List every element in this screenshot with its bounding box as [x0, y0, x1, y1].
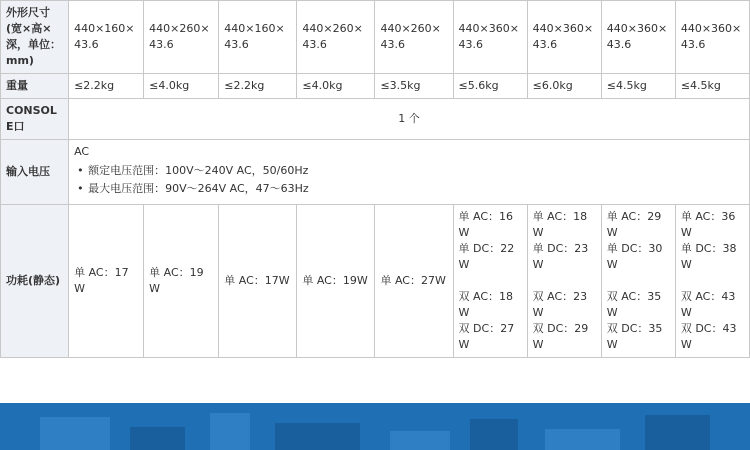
table-cell: 440×260×43.6	[144, 1, 219, 74]
list-item: • 额定电压范围：100V～240V AC，50/60Hz	[88, 163, 744, 179]
table-cell: 440×360×43.6	[675, 1, 749, 74]
table-cell: 单 AC：18W 单 DC：23W 双 AC：23W 双 DC：29W	[527, 205, 601, 357]
row-label-input-voltage: 输入电压	[1, 139, 69, 205]
footer-banner	[0, 405, 750, 450]
table-cell-input-voltage	[69, 139, 750, 205]
table-cell: 单 AC：27W	[375, 205, 453, 357]
table-cell: 单 AC：16W 单 DC：22W 双 AC：18W 双 DC：27W	[453, 205, 527, 357]
banner-shape	[645, 415, 710, 450]
table-cell: 440×160×43.6	[219, 1, 297, 74]
banner-shape	[390, 431, 450, 450]
row-label-power-consumption: 功耗(静态)	[1, 205, 69, 357]
banner-shape	[40, 417, 110, 450]
table-row	[1, 73, 750, 98]
table-cell: 440×360×43.6	[601, 1, 675, 74]
table-cell: 440×360×43.6	[527, 1, 601, 74]
banner-shape	[130, 427, 185, 450]
row-label-dimensions: 外形尺寸(宽×高×深，单位：mm)	[1, 1, 69, 74]
input-voltage-type: AC	[74, 144, 90, 158]
row-label-console-port: CONSOLE口	[1, 98, 69, 139]
table-cell: ≤6.0kg	[527, 73, 601, 98]
table-cell: ≤4.0kg	[144, 73, 219, 98]
table-cell: ≤2.2kg	[69, 73, 144, 98]
table-cell: ≤4.5kg	[675, 73, 749, 98]
banner-shape	[210, 413, 250, 450]
list-item: • 最大电压范围：90V～264V AC，47～63Hz	[88, 181, 744, 197]
input-voltage-list	[74, 163, 744, 198]
table-cell: ≤2.2kg	[219, 73, 297, 98]
table-cell: 单 AC：19W	[144, 205, 219, 357]
table-cell: ≤3.5kg	[375, 73, 453, 98]
banner-shape	[545, 429, 620, 450]
table-cell: 440×260×43.6	[375, 1, 453, 74]
table-row	[1, 98, 750, 139]
table-cell: 单 AC：36W 单 DC：38W 双 AC：43W 双 DC：43W	[675, 205, 749, 357]
row-label-weight: 重量	[1, 73, 69, 98]
table-cell: ≤4.5kg	[601, 73, 675, 98]
table-cell: 440×360×43.6	[453, 1, 527, 74]
table-cell: 440×160×43.6	[69, 1, 144, 74]
table-cell: ≤4.0kg	[297, 73, 375, 98]
table-cell: 单 AC：17W	[219, 205, 297, 357]
banner-shape	[470, 419, 518, 450]
table-cell: 440×260×43.6	[297, 1, 375, 74]
table-row	[1, 1, 750, 74]
table-cell: 单 AC：19W	[297, 205, 375, 357]
table-cell: ≤5.6kg	[453, 73, 527, 98]
table-cell-console-count: 1 个	[69, 98, 750, 139]
table-row	[1, 139, 750, 205]
banner-shape	[275, 423, 360, 450]
table-cell: 单 AC：29W 单 DC：30W 双 AC：35W 双 DC：35W	[601, 205, 675, 357]
table-cell: 单 AC：17W	[69, 205, 144, 357]
table-row	[1, 205, 750, 357]
